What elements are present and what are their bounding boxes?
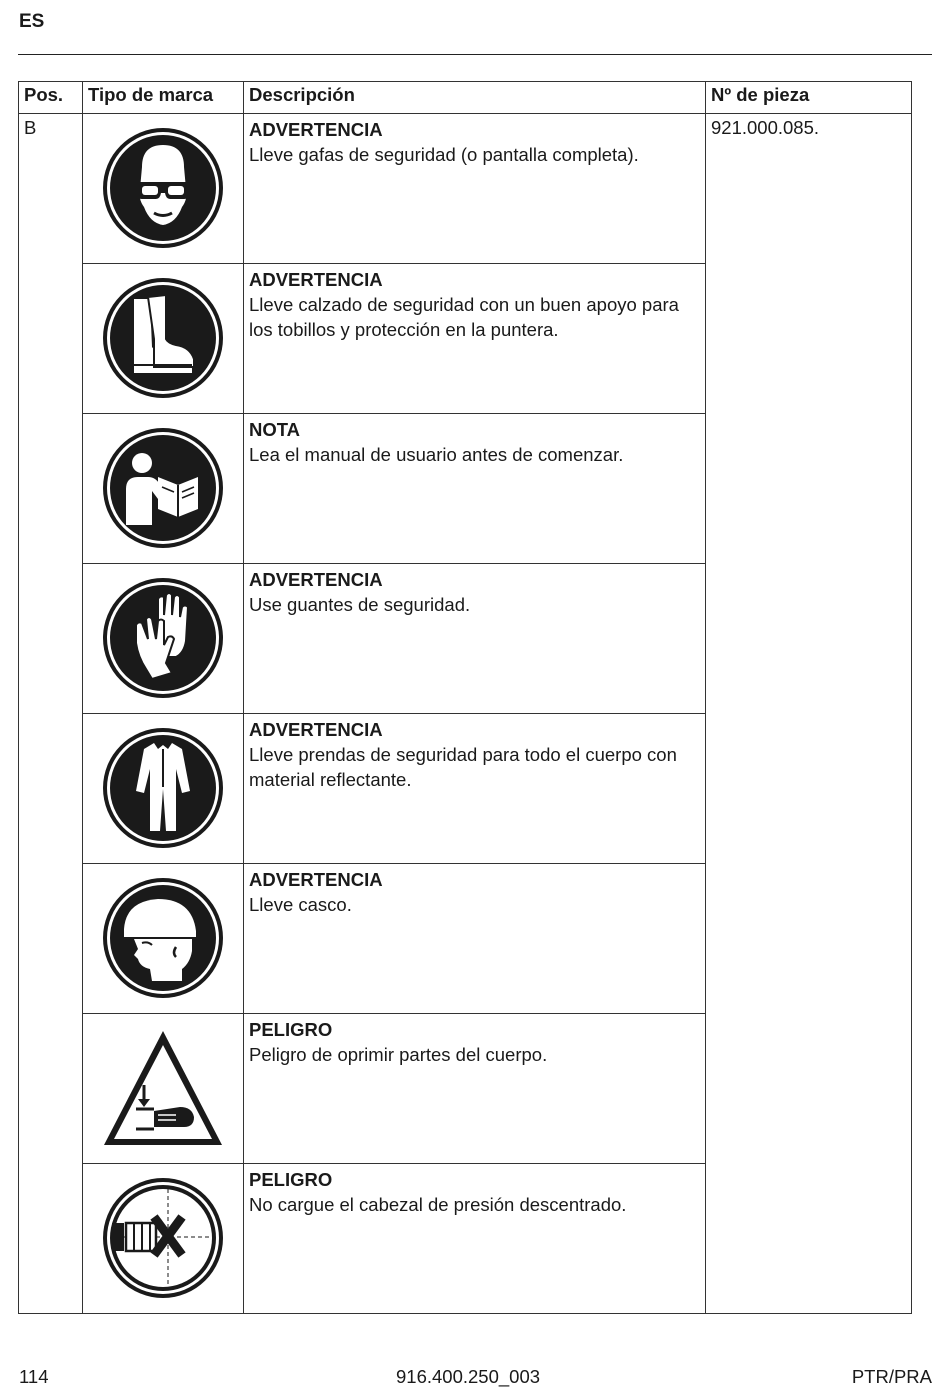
description-text: Use guantes de seguridad.	[249, 594, 471, 615]
safety-marks-table	[18, 81, 912, 1314]
safety-gloves-icon	[102, 577, 224, 699]
signal-word: PELIGRO	[249, 1169, 333, 1190]
table-header-row	[19, 82, 912, 114]
signal-word: ADVERTENCIA	[249, 869, 383, 890]
page-number: 114	[19, 1366, 49, 1387]
description-text: Lleve prendas de seguridad para todo el cuerpo con material reflectante.	[249, 744, 677, 790]
header-rule	[18, 54, 932, 55]
model-code: PTR/PRA	[851, 1366, 932, 1387]
protective-clothing-icon	[102, 727, 224, 849]
column-header-description: Descripción	[244, 82, 706, 114]
description-text: No cargue el cabezal de presión descentrado.	[249, 1194, 627, 1215]
column-header-part-no: Nº de pieza	[706, 82, 912, 114]
safety-glasses-icon	[102, 127, 224, 249]
signal-word: NOTA	[249, 419, 301, 440]
description-text: Lleve casco.	[249, 894, 352, 915]
document-number: 916.400.250_003	[396, 1366, 541, 1387]
signal-word: ADVERTENCIA	[249, 269, 383, 290]
table-row	[19, 114, 912, 264]
signal-word: PELIGRO	[249, 1019, 333, 1040]
description-text: Lea el manual de usuario antes de comenzar.	[249, 444, 624, 465]
description-text: Lleve calzado de seguridad con un buen apoyo para los tobillos y protección en la puntera.	[249, 294, 679, 340]
column-header-mark-type: Tipo de marca	[83, 82, 244, 114]
pos-cell: B	[19, 114, 83, 1314]
crush-hazard-icon	[102, 1027, 224, 1149]
signal-word: ADVERTENCIA	[249, 569, 383, 590]
description-text: Lleve gafas de seguridad (o pantalla completa).	[249, 144, 639, 165]
column-header-pos: Pos.	[19, 82, 83, 114]
language-code: ES	[19, 11, 45, 32]
safety-boots-icon	[102, 277, 224, 399]
description-text: Peligro de oprimir partes del cuerpo.	[249, 1044, 548, 1065]
signal-word: ADVERTENCIA	[249, 119, 383, 140]
part-number-cell: 921.000.085.	[706, 114, 912, 1314]
hard-hat-icon	[102, 877, 224, 999]
off-center-load-prohibited-icon	[102, 1177, 224, 1299]
signal-word: ADVERTENCIA	[249, 719, 383, 740]
read-manual-icon	[102, 427, 224, 549]
